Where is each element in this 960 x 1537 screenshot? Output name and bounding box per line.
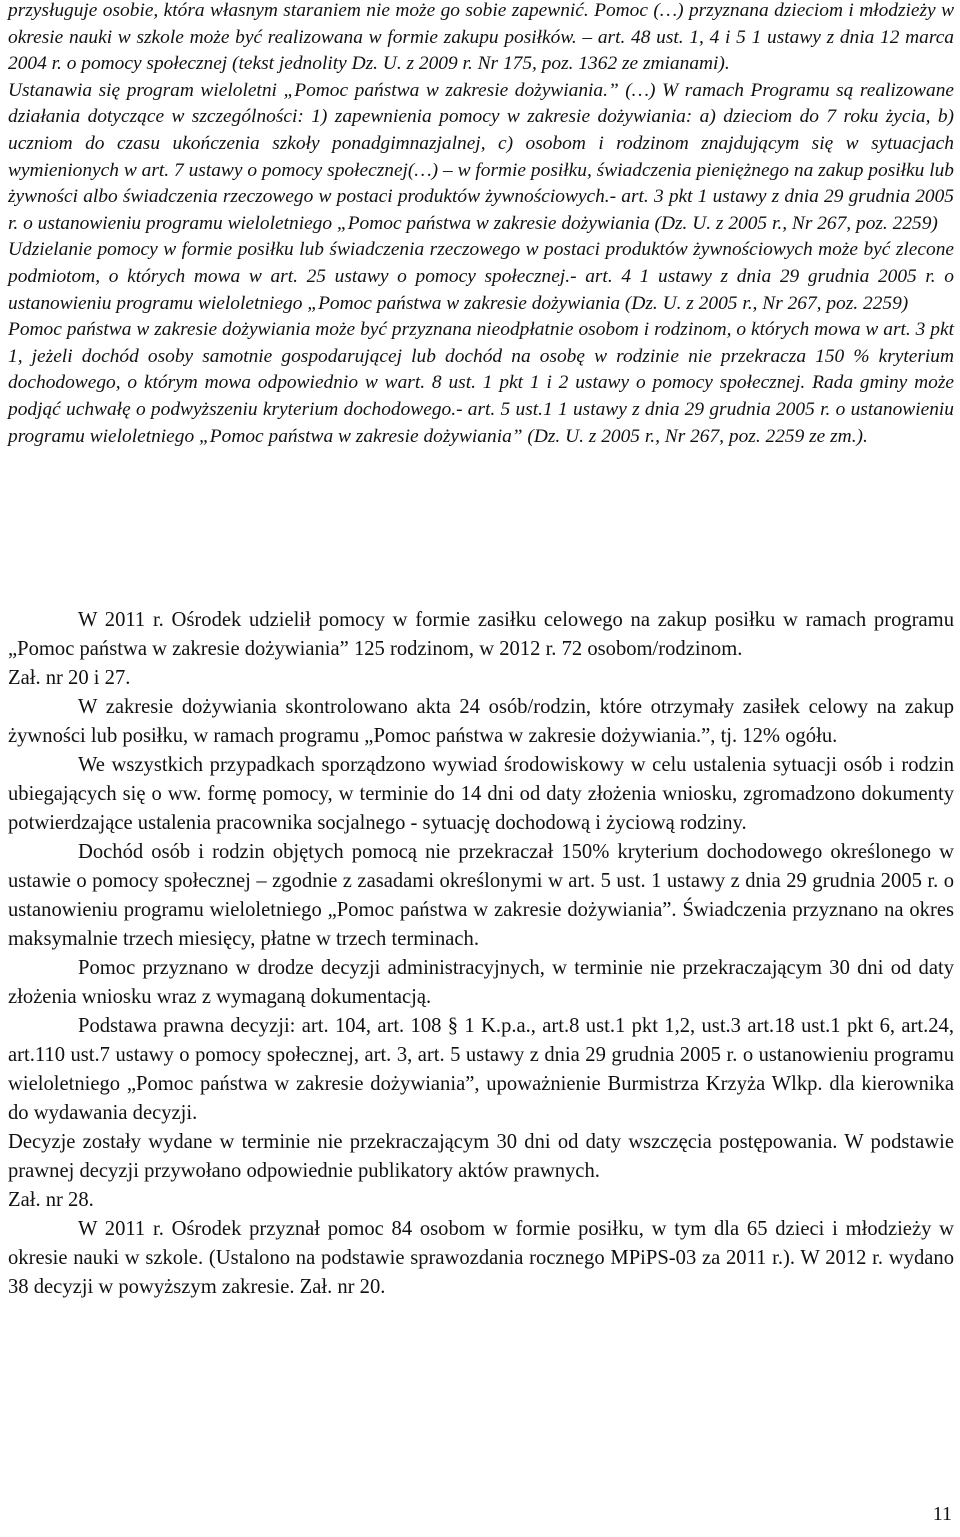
- body-paragraph: W zakresie dożywiania skontrolowano akta 24 osób/rodzin, które otrzymały zasiłek celowy na zakup żywności lub posiłku, w ramach programu „Pomoc państwa w zakresie dożywiania.”, tj. 12% ogółu.: [8, 696, 954, 747]
- page-number: 11: [932, 1503, 952, 1525]
- body-paragraph: Decyzje zostały wydane w terminie nie przekraczającym 30 dni od daty wszczęcia postępowania. W podstawie prawnej decyzji przywołano odpowiednie publikatory aktów prawnych.: [8, 1131, 954, 1182]
- attachment-note: Zał. nr 20 i 27.: [8, 667, 131, 689]
- body-paragraph: Podstawa prawna decyzji: art. 104, art. 108 § 1 K.p.a., art.8 ust.1 pkt 1,2, ust.3 art.18 ust.1 pkt 6, art.24, art.110 ust.7 ustawy o pomocy społecznej, art. 3, art. 5 ustawy z dnia 29 grudnia 2005 r. o ustanowieniu programu wieloletniego „Pomoc państwa w zakresie dożywiania”, upoważnienie Burmistrza Krzyża Wlkp. dla kierownika do wydawania decyzji.: [8, 1015, 954, 1124]
- body-paragraph: We wszystkich przypadkach sporządzono wywiad środowiskowy w celu ustalenia sytuacji osób i rodzin ubiegających się o ww. formę pomocy, w terminie do 14 dni od daty złożenia wniosku, zgromadzono dokumenty potwierdzające ustalenia pracownika socjalnego - sytuację dochodową i życiową rodziny.: [8, 754, 954, 834]
- findings-body: [8, 606, 954, 1302]
- citation-paragraph: Pomoc państwa w zakresie dożywiania może być przyznana nieodpłatnie osobom i rodzinom, o których mowa w art. 3 pkt 1, jeżeli dochód osoby samotnie gospodarującej lub dochód na osobę w rodzinie nie przekracza 150 % kryterium dochodowego, o którym mowa odpowiednio w wart. 8 ust. 1 pkt 1 i 2 ustawy o pomocy społecznej. Rada gminy może podjąć uchwałę o podwyższeniu kryterium dochodowego.- art. 5 ust.1 1 ustawy z dnia 29 grudnia 2005 r. o ustanowieniu programu wieloletniego „Pomoc państwa w zakresie dożywiania” (Dz. U. z 2005 r., Nr 267, poz. 2259 ze zm.).: [8, 319, 954, 447]
- body-paragraph: Pomoc przyznano w drodze decyzji administracyjnych, w terminie nie przekraczającym 30 dni od daty złożenia wniosku wraz z wymaganą dokumentacją.: [8, 957, 954, 1008]
- citation-paragraph: przysługuje osobie, która własnym staraniem nie może go sobie zapewnić. Pomoc (…) przyznana dzieciom i młodzieży w okresie nauki w szkole może być realizowana w formie zakupu posiłków. – art. 48 ust. 1, 4 i 5 1 ustawy z dnia 12 marca 2004 r. o pomocy społecznej (tekst jednolity Dz. U. z 2009 r. Nr 175, poz. 1362 ze zmianami).: [8, 0, 954, 75]
- citation-paragraph: Udzielanie pomocy w formie posiłku lub świadczenia rzeczowego w postaci produktów żywnościowych może być zlecone podmiotom, o których mowa w art. 25 ustawy o pomocy społecznej.- art. 4 1 ustawy z dnia 29 grudnia 2005 r. o ustanowieniu programu wieloletniego „Pomoc państwa w zakresie dożywiania (Dz. U. z 2005 r., Nr 267, poz. 2259): [8, 239, 954, 314]
- citation-paragraph: Ustanawia się program wieloletni „Pomoc państwa w zakresie dożywiania.” (…) W ramach Programu są realizowane działania dotyczące w szczególności: 1) zapewnienia pomocy w zakresie dożywiania: a) dzieciom do 7 roku życia, b) uczniom do czasu ukończenia szkoły ponadgimnazjalnej, c) osobom i rodzinom znajdującym się w sytuacjach wymienionych w art. 7 ustawy o pomocy społecznej(…) – w formie posiłku, świadczenia pieniężnego na zakup posiłku lub żywności albo świadczenia rzeczowego w postaci produktów żywnościowych.- art. 3 pkt 1 ustawy z dnia 29 grudnia 2005 r. o ustanowieniu programu wieloletniego „Pomoc państwa w zakresie dożywiania (Dz. U. z 2005 r., Nr 267, poz. 2259): [8, 79, 954, 234]
- body-paragraph: Dochód osób i rodzin objętych pomocą nie przekraczał 150% kryterium dochodowego określonego w ustawie o pomocy społecznej – zgodnie z zasadami określonymi w art. 5 ust. 1 ustawy z dnia 29 grudnia 2005 r. o ustanowieniu programu wieloletniego „Pomoc państwa w zakresie dożywiania”. Świadczenia przyznano na okres maksymalnie trzech miesięcy, płatne w trzech terminach.: [8, 841, 954, 950]
- legal-citations: [8, 0, 954, 450]
- body-paragraph: W 2011 r. Ośrodek przyznał pomoc 84 osobom w formie posiłku, w tym dla 65 dzieci i młodzieży w okresie nauki w szkole. (Ustalono na podstawie sprawozdania rocznego MPiPS-03 za 2011 r.). W 2012 r. wydano 38 decyzji w powyższym zakresie. Zał. nr 20.: [8, 1218, 954, 1298]
- body-paragraph: W 2011 r. Ośrodek udzielił pomocy w formie zasiłku celowego na zakup posiłku w ramach programu „Pomoc państwa w zakresie dożywiania” 125 rodzinom, w 2012 r. 72 osobom/rodzinom.: [8, 609, 954, 660]
- attachment-note: Zał. nr 28.: [8, 1189, 94, 1211]
